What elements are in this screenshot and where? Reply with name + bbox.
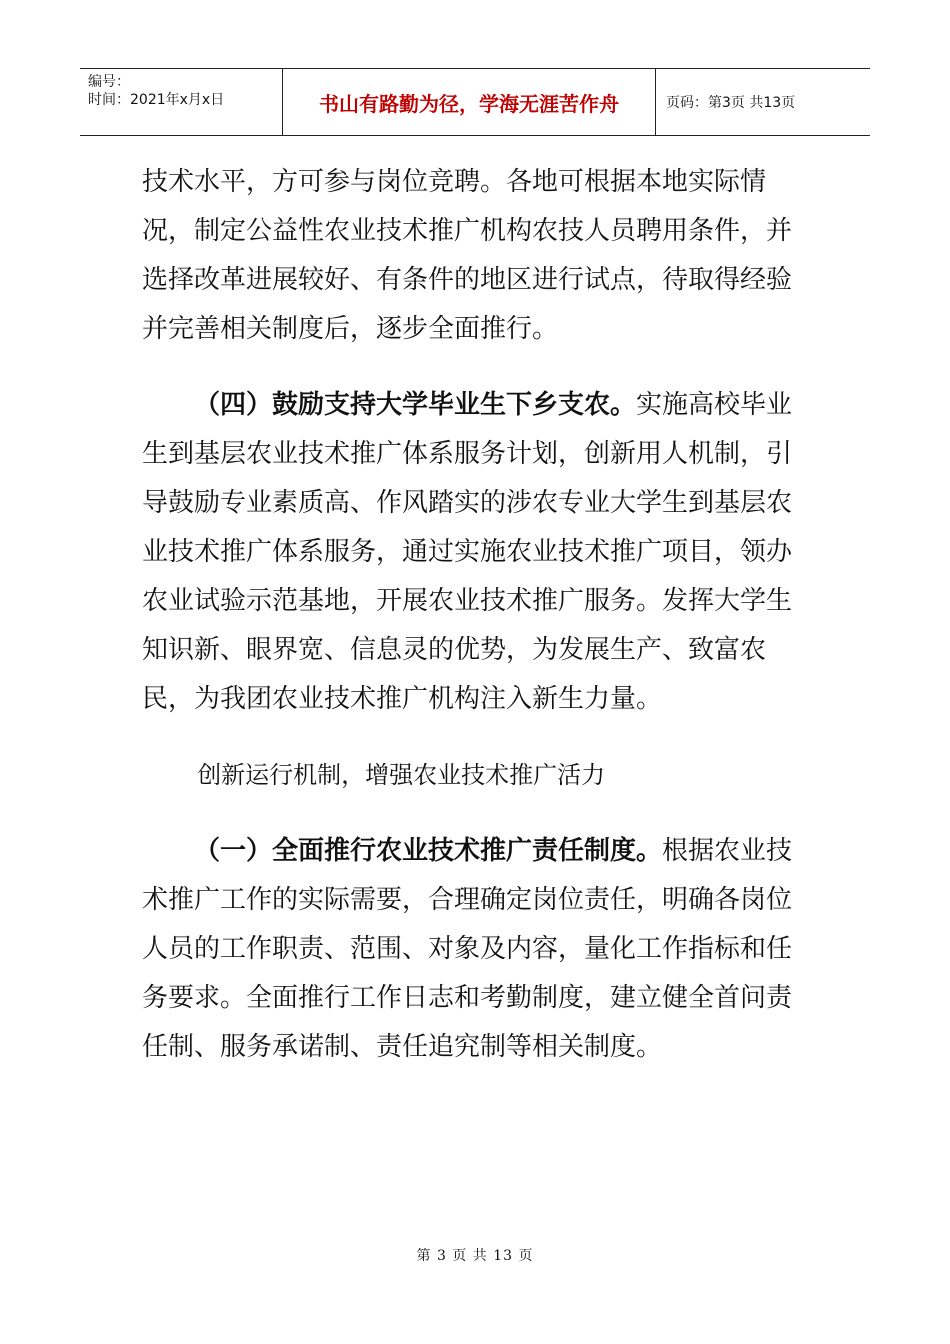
paragraph-3-text: 根据农业技术推广工作的实际需要，合理确定岗位责任，明确各岗位人员的工作职责、范围、对象及内容，量化工作指标和任务要求。全面推行工作日志和考勤制度，建立健全首问责任制、服务承诺制、责任追究制等相关制度。 (142, 836, 793, 1062)
paragraph-2-text: 实施高校毕业生到基层农业技术推广体系服务计划，创新用人机制，引导鼓励专业素质高、作风踏实的涉农专业大学生到基层农业技术推广体系服务，通过实施农业技术推广项目，领办农业试验示范基地，开展农业技术推广服务。发挥大学生知识新、眼界宽、信息灵的优势，为发展生产、致富农民，为我团农业技术推广机构注入新生力量。 (142, 390, 793, 714)
section-title: 创新运行机制，增强农业技术推广活力 (197, 761, 606, 789)
document-header (80, 68, 870, 136)
paragraph-3 (142, 827, 812, 1072)
paragraph-2-heading: （四）鼓励支持大学毕业生下乡支农。 (194, 390, 637, 420)
time-label: 时间：2021年x月x日 (88, 92, 225, 108)
header-motto: 书山有路勤为径，学海无涯苦作舟 (282, 69, 656, 135)
header-page-info: 页码：第3页 共13页 (666, 95, 796, 111)
paragraph-2 (142, 381, 812, 724)
document-body (142, 158, 812, 1072)
header-meta (80, 69, 282, 135)
paragraph-1: 技术水平，方可参与岗位竞聘。各地可根据本地实际情况，制定公益性农业技术推广机构农技人员聘用条件，并选择改革进展较好、有条件的地区进行试点，待取得经验并完善相关制度后，逐步全面推行。 (142, 167, 793, 344)
number-label: 编号： (88, 74, 130, 90)
page-footer: 第 3 页 共 13 页 (416, 1248, 534, 1264)
paragraph-3-heading: （一）全面推行农业技术推广责任制度。 (194, 836, 663, 866)
